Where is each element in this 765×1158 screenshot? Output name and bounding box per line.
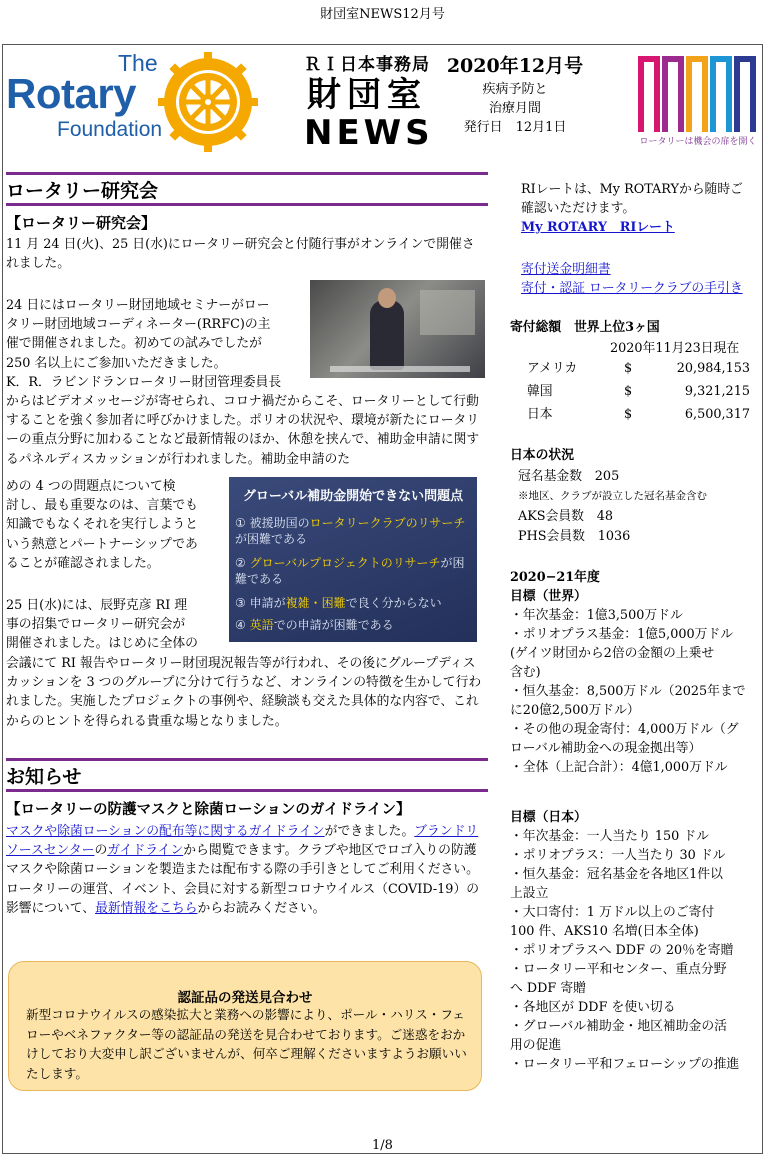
goal-item: 100 件、AKS10 名増(日本全体) (510, 924, 699, 939)
issue-date: 発行日 12月1日 (463, 120, 567, 135)
slide-item: ③ 申請が複雑・困難で良く分からない (235, 596, 442, 610)
rate-text: RIレートは、My ROTARYから随時ご確認いただけます。 (521, 182, 743, 216)
fy-title: 2020−21年度 (510, 570, 600, 585)
goal-item: ・ロータリー平和フェローシップの推進 (510, 1057, 740, 1072)
goal-item: ・年次基金：一人当たり 150 ドル (510, 829, 709, 844)
ranking-amount: 20,984,153 (676, 361, 750, 376)
logo-the: The (118, 50, 158, 76)
problems-slide (229, 477, 477, 642)
notice-body (6, 822, 484, 918)
text: から閲覧できます。クラブや地区でロゴ入り (183, 843, 439, 859)
issue-theme-1: 疾病予防と (482, 82, 548, 97)
ranking-country: 日本 (527, 407, 553, 422)
ranking-country: 韓国 (527, 384, 553, 399)
goal-japan-list (510, 827, 760, 1074)
text-line: 催で開催されました。初めての試みでしたが (6, 336, 262, 352)
goal-item: 上設立 (510, 886, 549, 901)
japan-line: PHS会員数 1036 (518, 529, 631, 544)
slide-item: ② グローバルプロジェクトのリサーチが困難である (235, 556, 465, 586)
masthead-zaidan: 財団室 (307, 75, 427, 115)
goal-item: ・ポリオプラス：一人当たり 30 ドル (510, 848, 726, 863)
ranking-currency: $ (624, 361, 633, 376)
section-title-notice: お知らせ (6, 766, 82, 788)
brand-center-link[interactable]: ドリソースセンター (6, 824, 479, 859)
ri-rate-link[interactable]: My ROTARY RIレート (521, 220, 675, 235)
section-rule-bottom (6, 203, 488, 206)
doors-caption: ロータリーは機会の扉を開く (639, 137, 757, 147)
shipping-notice-title: 認証品の発送見合わせ (177, 990, 313, 1006)
goal-item: ・各地区が DDF を使い切る (510, 1000, 676, 1015)
goal-item: 含む) (510, 665, 541, 680)
goal-item: に20億2,500万ドル） (510, 703, 640, 718)
masthead-ri: ＲＩ日本事務局 (304, 55, 430, 75)
slide-title: グローバル補助金開始できない問題点 (242, 489, 464, 504)
shipping-notice-body: 新型コロナウイルスの感染拡大と業務への影響により、ポール・ハリス・フェローやベネファクター等の認証品の発送を見合わせております。ご迷惑をおかけしており大変申し訳ございませんが、何卒ご理解くださいますようお願いいたします。 (26, 1007, 467, 1081)
ranking-country: アメリカ (527, 361, 578, 376)
institute-p4 (6, 477, 228, 573)
text-line: 250 名以上にご参加いただきました。 (6, 355, 227, 371)
video-message-photo (310, 280, 485, 378)
goal-item: 用の促進 (510, 1038, 562, 1053)
goal-item: ・恒久基金：8,500万ドル（2025年まで (510, 684, 746, 699)
goal-japan-title: 目標（日本） (510, 810, 587, 825)
latest-info-link[interactable]: 最新情報をこちら (95, 900, 198, 916)
goal-item: (ゲイツ財団から2倍の金額の上乗せ (510, 646, 715, 661)
goal-item: ・大口寄付：1 万ドル以上のご寄付 (510, 905, 715, 920)
japan-line: AKS会員数 48 (518, 509, 614, 524)
text: の (94, 843, 108, 859)
institute-subhead: 【ロータリー研究会】 (6, 214, 157, 232)
text-line: めの 4 つの問題点について検 (6, 479, 176, 494)
slide-item: ① 被援助国のロータリークラブのリサーチが困難である (235, 516, 466, 546)
slide-item: ④ 英語での申請が困難である (235, 618, 394, 632)
rotary-wheel-icon (158, 52, 258, 152)
goal-item: ・ポリオプラスへ DDF の 20％を寄贈 (510, 943, 734, 958)
goal-item: ・ロータリー平和センター、重点分野 (510, 962, 727, 977)
issue-theme-2: 治療月間 (488, 101, 541, 116)
text: からお読みください。 (197, 900, 326, 916)
masthead (304, 50, 434, 153)
institute-p2 (6, 296, 306, 392)
remittance-link[interactable]: 寄付送金明細書 (521, 262, 611, 277)
japan-title: 日本の状況 (510, 448, 574, 463)
institute-p6: 会議にて RI 報告やロータリー財団現況報告等が行われ、その後にグループディスカッションを 3 つのグループに分けて行うなど、オンラインの特徴を生かして行われました。実施したプロジェクトの事例や、経験談も交えた具体的な内容で、これからのヒントを得られる貴重な場となりました。 (6, 656, 482, 729)
text-line: 25 日(水)には、辰野克彦 RI 理 (6, 598, 188, 613)
text: ができました。 (324, 824, 415, 839)
goal-item: ・年次基金：1億3,500万ドル (510, 608, 683, 623)
institute-p1: 11 月 24 日(火)、25 日(水)にロータリー研究会と付随行事がオンラインで開催されました。 (6, 237, 475, 272)
text-line: 開催されました。はじめに全体の (6, 636, 198, 652)
ranking-amount: 9,321,215 (684, 384, 750, 399)
text-line: K．R．ラビンドランロータリー財団管理委員長 (6, 374, 282, 390)
ranking-date: 2020年11月23日現在 (610, 341, 740, 356)
logo-foundation: Foundation (57, 118, 163, 141)
section-rule-top (6, 172, 488, 175)
text: の防護マスクや除菌ローションを製造または配布する際の手引きとしてご利用ください。 (6, 843, 479, 878)
notice-subhead: 【ロータリーの防護マスクと除菌ローションのガイドライン】 (6, 802, 411, 818)
guideline-link[interactable]: マスクや除菌ローションの配布等に関するガイドライン (6, 824, 325, 839)
institute-p3: からはビデオメッセージが寄せられ、コロナ禍だからこそ、ロータリーとして行動することを強く参加者に呼びかけました。ポリオの状況や、環境が新たにロータリーの重点分野に加わることなど最新情報のほか、休憩を挟んで、補助金申請に関するパネルディスカッションが行われました。補助金申請のた (6, 394, 480, 467)
text: ロータリーの運営、イベント、会員に対する新型コロナウイルス（COVID-19）の影響について、 (6, 881, 480, 916)
japan-line: 冠名基金数 205 (518, 469, 620, 484)
text-line: ることが確認されました。 (6, 555, 160, 571)
goal-world-list (510, 606, 760, 777)
goal-item: ・グローバル補助金・地区補助金の活 (510, 1019, 727, 1034)
goal-world-title: 目標（世界） (510, 589, 587, 604)
japan-line: ※地区、クラブが設立した冠名基金含む (518, 490, 707, 502)
masthead-news: NEWS (304, 113, 434, 153)
ranking-currency: $ (624, 384, 633, 399)
goal-item: ・全体（上記合計）：4億1,000万ドル (510, 760, 728, 775)
page-number: 1/8 (372, 1138, 393, 1153)
goal-item: ・恒久基金：冠名基金を各地区1件以 (510, 867, 723, 882)
guideline-link-2[interactable]: ガイドライン (107, 843, 184, 859)
section-title-institute: ロータリー研究会 (6, 180, 159, 202)
goal-item: へ DDF 寄贈 (510, 981, 586, 996)
goal-item: ローバル補助金への現金拠出等） (510, 741, 702, 756)
brand-center-link[interactable]: ブラン (414, 824, 453, 839)
text-line: 知識でもなくそれを実行しようと (6, 517, 198, 533)
section-rule-bottom (6, 789, 488, 792)
text-line: 24 日にはロータリー財団地域セミナーがロー (6, 298, 270, 313)
goal-item: ・その他の現金寄付：4,000万ドル（グ (510, 722, 739, 737)
text-line: いう熱意とパートナーシップであ (6, 536, 198, 552)
running-head: 財団室NEWS12月号 (320, 7, 445, 22)
text-line: 事の招集でロータリー研究会が (6, 617, 186, 633)
text-line: 討し、最も重要なのは、言葉でも (6, 498, 198, 514)
section-rule-top (6, 758, 488, 761)
issue-info (440, 52, 590, 137)
ranking-amount: 6,500,317 (684, 407, 750, 422)
issue-month: 2020年12月号 (446, 55, 584, 77)
goal-item: ・ポリオプラス基金：1億5,000万ドル (510, 627, 734, 642)
logo-rotary: Rotary (6, 70, 137, 117)
institute-p5 (6, 596, 228, 654)
ranking-currency: $ (624, 407, 633, 422)
doors-logo-icon (638, 52, 756, 132)
guide-link[interactable]: 寄付・認証 ロータリークラブの手引き (521, 281, 743, 296)
ranking-title: 寄付総額 世界上位3ヶ国 (510, 320, 660, 335)
text-line: タリー財団地域コーディネーター(RRFC)の主 (6, 317, 271, 333)
